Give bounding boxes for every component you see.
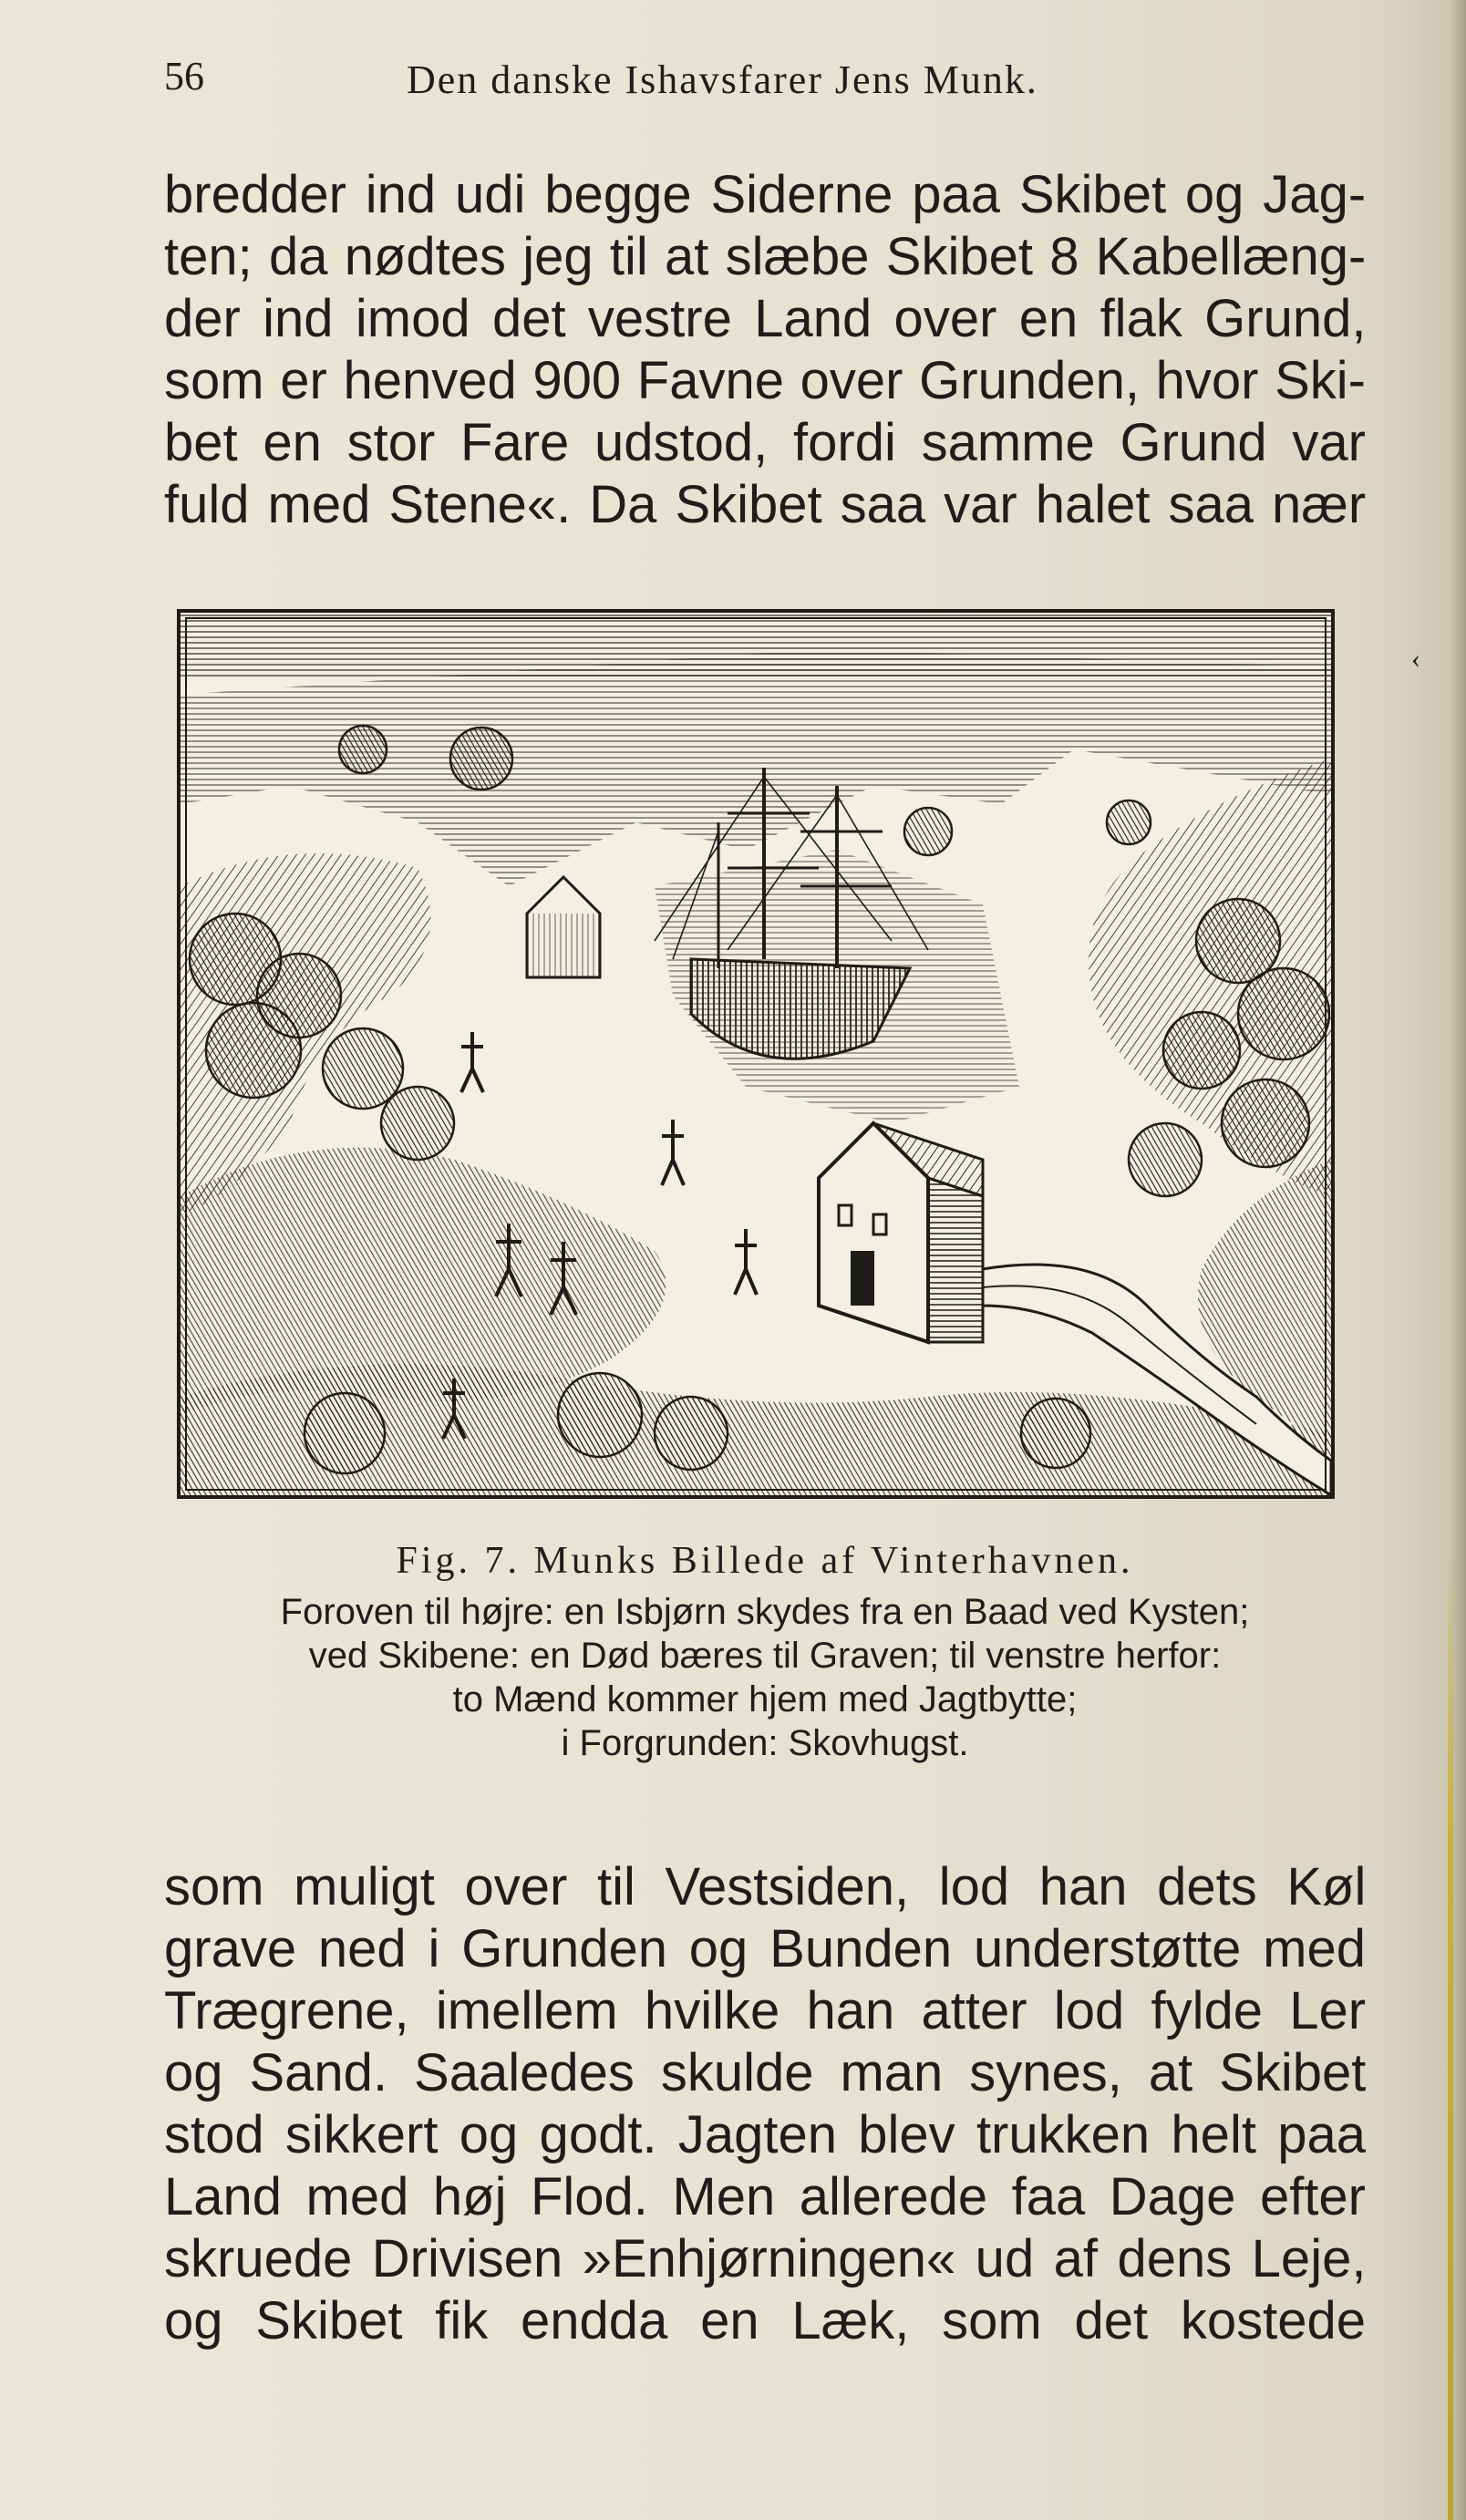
running-title: Den danske Ishavsfarer Jens Munk. xyxy=(407,57,1038,102)
paragraph-top xyxy=(164,164,1366,536)
text-line: stod sikkert og godt. Jagten blev trukken helt paa xyxy=(164,2105,1366,2164)
caption-line: i Forgrunden: Skovhugst. xyxy=(561,1723,969,1763)
text-line: Land med høj Flod. Men allerede faa Dage efter xyxy=(164,2167,1366,2226)
text-line: og Sand. Saaledes skulde man synes, at Skibet xyxy=(164,2043,1367,2102)
text-line: ten; da nødtes jeg til at slæbe Skibet 8 Kabellæng- xyxy=(164,227,1367,286)
house-drawing xyxy=(819,1123,983,1342)
text-line: skruede Drivisen »Enhjørningen« ud af dens Leje, xyxy=(164,2229,1367,2288)
woodcut-illustration xyxy=(177,609,1335,1499)
paragraph-bottom xyxy=(164,1856,1366,2352)
text-line: der ind imod det vestre Land over en flak Grund, xyxy=(164,289,1367,348)
page-edge-gilt xyxy=(1448,1550,1453,2520)
page-number: 56 xyxy=(164,54,204,98)
text-line: bet en stor Fare udstod, fordi samme Grund var xyxy=(164,413,1366,472)
text-line: grave ned i Grunden og Bunden understøtte med xyxy=(164,1919,1366,1978)
text-line: som er henved 900 Favne over Grunden, hvor Ski- xyxy=(164,351,1366,410)
text-line: som muligt over til Vestsiden, lod han dets Køl xyxy=(164,1857,1367,1916)
text-line: og Skibet fik endda en Læk, som det kostede xyxy=(164,2291,1366,2350)
figure-caption-body xyxy=(164,1590,1366,1765)
stray-mark: ‹ xyxy=(1411,644,1420,674)
figure-caption-title: Fig. 7. Munks Billede af Vinterhavnen. xyxy=(396,1540,1134,1582)
caption-line: Foroven til højre: en Isbjørn skydes fra en Baad ved Kysten; xyxy=(280,1592,1250,1632)
text-line: fuld med Stene«. Da Skibet saa var halet saa nær xyxy=(164,475,1367,534)
caption-line: to Mænd kommer hjem med Jagtbytte; xyxy=(452,1679,1078,1720)
text-line: Trægrene, imellem hvilke han atter lod fylde Ler xyxy=(164,1981,1367,2040)
caption-line: ved Skibene: en Død bæres til Graven; til venstre herfor: xyxy=(308,1636,1222,1676)
running-header xyxy=(164,47,1368,111)
text-line: bredder ind udi begge Siderne paa Skibet og Jag- xyxy=(164,165,1367,224)
